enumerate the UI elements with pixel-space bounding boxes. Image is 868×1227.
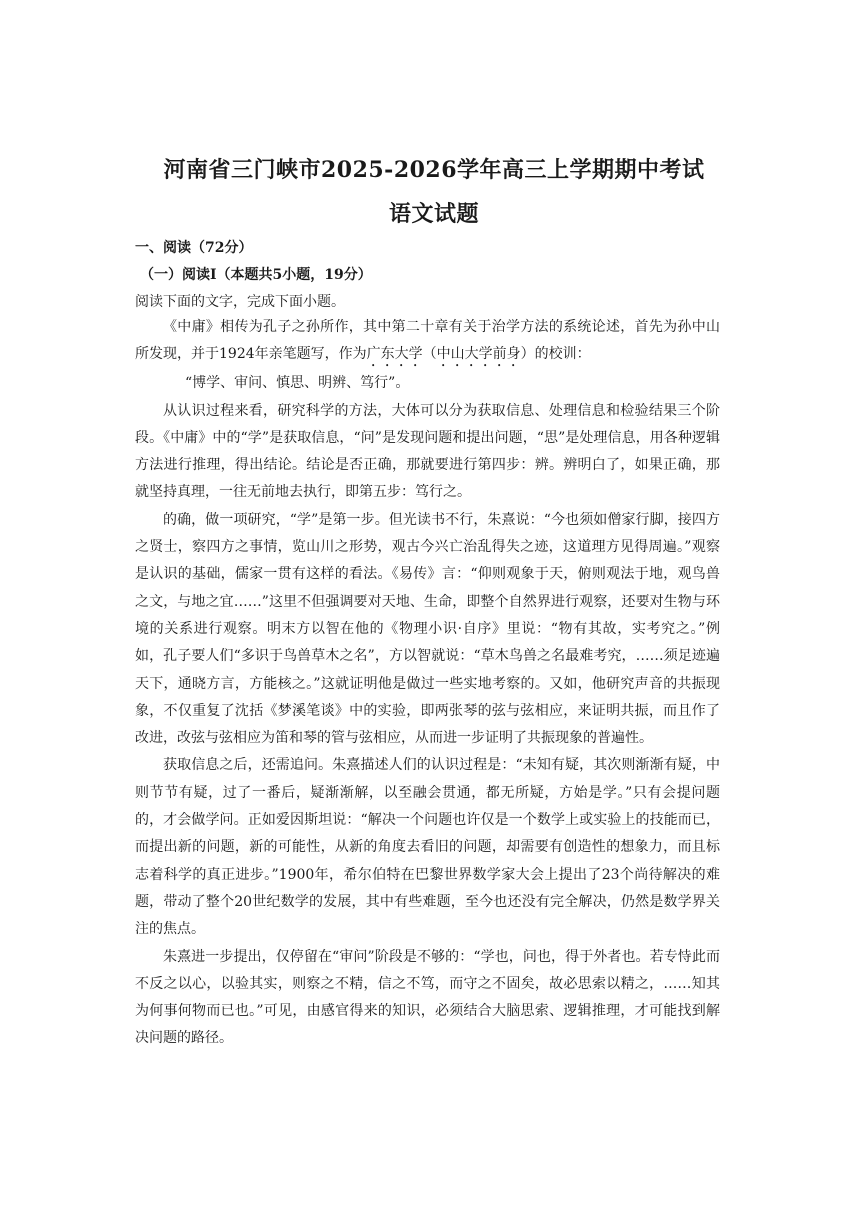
exam-title: 河南省三门峡市2025-2026学年高三上学期期中考试: [163, 157, 705, 183]
paragraph-1-tail: 的校训：: [534, 346, 591, 363]
paragraph-1: [135, 314, 720, 370]
paragraph-1-text: 《中庸》相传为孔子之孙所作，其中第二十章有关于治学方法的系统论述，首先为孙中山所发现，并于1924年亲笔题写，作为: [135, 319, 720, 363]
emphasized-text: 广东大学（中山大学前身）: [366, 346, 535, 363]
section-heading: 一、阅读（72分）: [135, 240, 253, 256]
motto-quote: “博学、审问、慎思、明辨、笃行”。: [185, 375, 410, 392]
subsection-heading: （一）阅读Ⅰ（本题共5小题，19分）: [140, 267, 372, 283]
reading-passage: [135, 314, 720, 1053]
paragraph-4: 获取信息之后，还需追问。朱熹描述人们的认识过程是：“未知有疑，其次则渐渐有疑，中则节节有疑，过了一番后，疑渐渐解，以至融会贯通，都无所疑，方始是学。”只有会提问题的，才会做学问。正如爱因斯坦说：“解决一个问题也许仅是一个数学上或实验上的技能而已，而提出新的问题，新的可能性，从新的角度去看旧的问题，却需要有创造性的想象力，而且标志着科学的真正进步。”1900年，希尔伯特在巴黎世界数学家大会上提出了23个尚待解决的难题，带动了整个20世纪数学的发展，其中有些难题，至今也还没有完全解决，仍然是数学界关注的焦点。: [135, 757, 720, 938]
reading-instruction: 阅读下面的文字，完成下面小题。: [135, 294, 345, 310]
paragraph-2: 从认识过程来看，研究科学的方法，大体可以分为获取信息、处理信息和检验结果三个阶段。《中庸》中的“学”是获取信息，“问”是发现问题和提出问题，“思”是处理信息，用各种逻辑方法进行推理，得出结论。结论是否正确，那就要进行第四步：辨。辨明白了，如果正确，那就坚持真理，一往无前地去执行，即第五步：笃行之。: [135, 402, 720, 501]
exam-subtitle: 语文试题: [388, 201, 479, 227]
paragraph-3: 的确，做一项研究，“学”是第一步。但光读书不行，朱熹说：“今也须如僧家行脚，接四方之贤士，察四方之事情，览山川之形势，观古今兴亡治乱得失之迹，这道理方见得周遍。”观察是认识的基础，儒家一贯有这样的看法。《易传》言：“仰则观象于天，俯则观法于地，观鸟兽之文，与地之宜……”这里不但强调要对天地、生命，即整个自然界进行观察，还要对生物与环境的关系进行观察。明末方以智在他的《物理小识·自序》里说：“物有其故，实考究之。”例如，孔子要人们“多识于鸟兽草木之名”，方以智就说：“草木鸟兽之名最难考究，……须足迹遍天下，通晓方言，方能核之。”这就证明他是做过一些实地考察的。又如，他研究声音的共振现象，不仅重复了沈括《梦溪笔谈》中的实验，即两张琴的弦与弦相应，来证明共振，而且作了改进，改弦与弦相应为笛和琴的管与弦相应，从而进一步证明了共振现象的普遍性。: [135, 511, 720, 747]
paragraph-5: 朱熹进一步提出，仅停留在“审问”阶段是不够的：“学也，问也，得于外者也。若专恃此而不反之以心，以验其实，则察之不精，信之不笃，而守之不固矣，故必思索以精之，……知其为何事何物而已也。”可见，由感官得来的知识，必须结合大脑思索、逻辑推理，才可能找到解决问题的路径。: [135, 948, 720, 1047]
